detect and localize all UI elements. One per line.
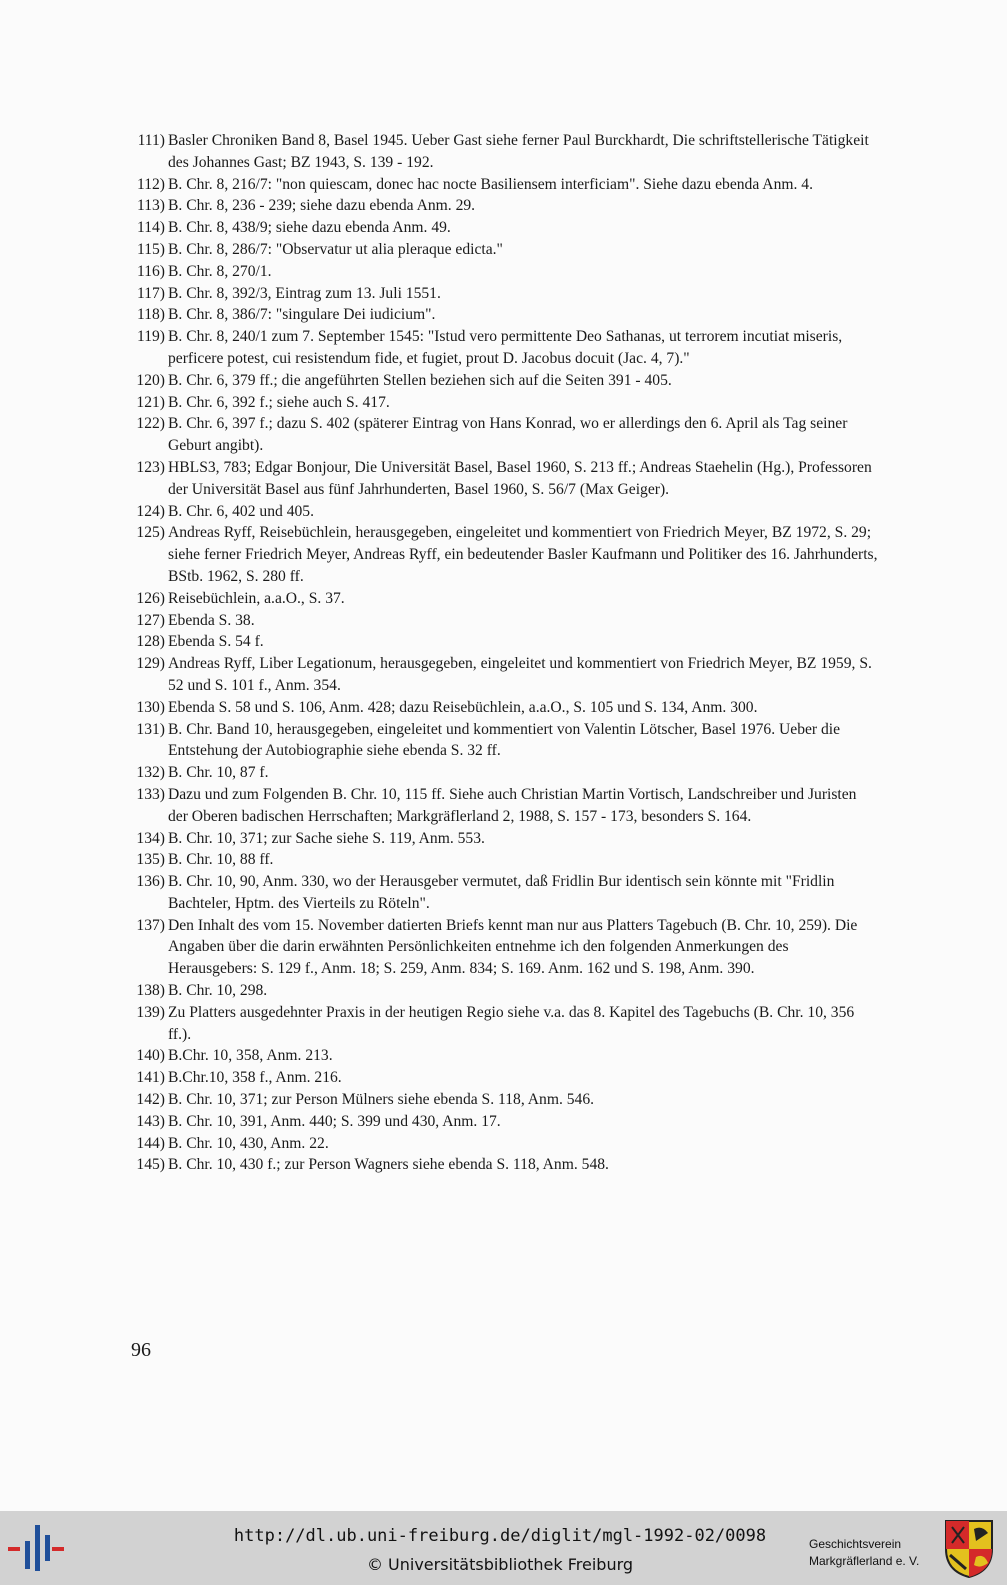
footnote-item (128, 217, 878, 239)
footnote-number: 113) (136, 197, 165, 215)
footnote-text: B. Chr. 10, 88 ff. (168, 851, 274, 869)
footnote-text: B. Chr. 10, 371; zur Sache siehe S. 119, Anm. 553. (168, 829, 485, 847)
footnote-item (128, 195, 878, 217)
footnote-text: B. Chr. 8, 270/1. (168, 262, 272, 280)
footnote-item (128, 653, 878, 697)
footnote-text: B. Chr. 8, 386/7: "singulare Dei iudicium". (168, 306, 436, 324)
footnote-number: 121) (136, 393, 165, 411)
footnote-text: Reisebüchlein, a.a.O., S. 37. (168, 589, 345, 607)
footnotes-list (128, 130, 878, 1176)
footnote-item (128, 1002, 878, 1046)
footnote-item (128, 1089, 878, 1111)
footnote-text: Andreas Ryff, Reisebüchlein, herausgegeben, eingeleitet und kommentiert von Friedrich Meyer, BZ 1972, S. 29; siehe ferner Friedrich Meyer, Andreas Ryff, ein bedeutender Basler Kaufmann und Politiker des 16. Jahrhunderts, BStb. 1962, S. 280 ff. (168, 524, 878, 585)
footnote-number: 129) (136, 655, 165, 673)
footnote-number: 134) (136, 829, 165, 847)
footnote-number: 128) (136, 633, 165, 651)
footnote-number: 140) (136, 1047, 165, 1065)
footnote-number: 112) (136, 175, 165, 193)
footnote-text: B. Chr. 8, 392/3, Eintrag zum 13. Juli 1551. (168, 284, 441, 302)
footnote-text: Ebenda S. 58 und S. 106, Anm. 428; dazu Reisebüchlein, a.a.O., S. 105 und S. 134, Anm. 300. (168, 698, 758, 716)
footnote-item (128, 1154, 878, 1176)
footnote-text: B. Chr. 10, 391, Anm. 440; S. 399 und 430, Anm. 17. (168, 1112, 501, 1130)
footer-bar (0, 1511, 1007, 1585)
footnote-text: B. Chr. 10, 87 f. (168, 764, 269, 782)
footnote-text: B.Chr. 10, 358, Anm. 213. (168, 1047, 333, 1065)
footnote-item (128, 261, 878, 283)
footnote-item (128, 828, 878, 850)
footnote-text: B. Chr. 8, 236 - 239; siehe dazu ebenda Anm. 29. (168, 197, 476, 215)
footnote-number: 123) (136, 458, 165, 476)
footnote-item (128, 1045, 878, 1067)
footnote-text: Den Inhalt des vom 15. November datierten Briefs kennt man nur aus Platters Tagebuch (B. Chr. 10, 259). Die Angaben über die darin erwähnten Persönlichkeiten entnehme ich den folgenden Anmerkungen des Herausgebers: S. 129 f., Anm. 18; S. 259, Anm. 834; S. 169. Anm. 162 und S. 198, Anm. 390. (168, 916, 858, 978)
footnote-text: B. Chr. Band 10, herausgegeben, eingeleitet und kommentiert von Valentin Lötscher, Basel 1976. Ueber die Entstehung der Autobiographie siehe ebenda S. 32 ff. (168, 720, 841, 760)
footnote-item (128, 239, 878, 261)
footnote-item (128, 762, 878, 784)
footnote-number: 124) (136, 502, 165, 520)
footnote-number: 136) (136, 873, 165, 891)
footnote-item (128, 501, 878, 523)
footnote-item (128, 392, 878, 414)
footnote-item (128, 980, 878, 1002)
footnote-number: 118) (136, 306, 165, 324)
footnote-number: 142) (136, 1091, 165, 1109)
footnote-text: Zu Platters ausgedehnter Praxis in der heutigen Regio siehe v.a. das 8. Kapitel des Tagebuchs (B. Chr. 10, 356 ff.). (168, 1003, 855, 1043)
footnote-text: B. Chr. 6, 397 f.; dazu S. 402 (späterer Eintrag von Hans Konrad, wo er allerdings den 6. April als Tag seiner Geburt angibt). (168, 415, 848, 455)
footnote-text: B. Chr. 8, 286/7: "Observatur ut alia pleraque edicta." (168, 240, 503, 258)
footnote-number: 116) (136, 262, 165, 280)
footnote-text: B. Chr. 10, 298. (168, 982, 268, 1000)
footnote-number: 132) (136, 764, 165, 782)
society-name-line1: Geschichtsverein (809, 1537, 902, 1551)
footnote-item (128, 457, 878, 501)
footnote-item (128, 370, 878, 392)
footnote-number: 114) (136, 219, 165, 237)
footnote-number: 119) (136, 328, 165, 346)
footnote-item (128, 522, 878, 587)
footnote-item (128, 588, 878, 610)
footnote-number: 117) (136, 284, 165, 302)
footnote-text: B. Chr. 8, 438/9; siehe dazu ebenda Anm. 49. (168, 219, 451, 237)
footnote-number: 125) (136, 524, 165, 542)
footnote-number: 144) (136, 1134, 165, 1152)
footnote-number: 141) (136, 1069, 165, 1087)
footnote-number: 111) (137, 132, 165, 149)
footer-copyright: © Universitätsbibliothek Freiburg (366, 1555, 634, 1574)
footnote-text: B. Chr. 6, 402 und 405. (168, 502, 314, 520)
footnote-text: Dazu und zum Folgenden B. Chr. 10, 115 ff. Siehe auch Christian Martin Vortisch, Landschreiber und Juristen der Oberen badischen Herrschaften; Markgräflerland 2, 1988, S. 157 - 173, besonders S. 164. (168, 785, 857, 825)
footnote-item (128, 849, 878, 871)
ub-freiburg-logo-icon[interactable] (8, 1525, 64, 1571)
footnote-text: Basler Chroniken Band 8, Basel 1945. Ueber Gast siehe ferner Paul Burckhardt, Die schriftstellerische Tätigkeit des Johannes Gast; BZ 1943, S. 139 - 192. (168, 132, 869, 171)
footnote-text: HBLS3, 783; Edgar Bonjour, Die Universität Basel, Basel 1960, S. 213 ff.; Andreas Staehelin (Hg.), Professoren der Universität Basel aus fünf Jahrhunderten, Basel 1960, S. 56/7 (Max Geiger). (168, 458, 872, 498)
page-number: 96 (131, 1339, 151, 1361)
footnote-number: 137) (136, 916, 165, 934)
footnote-item (128, 697, 878, 719)
footnote-number: 122) (136, 415, 165, 433)
footnote-number: 127) (136, 611, 165, 629)
footnote-item (128, 283, 878, 305)
footnote-item (128, 130, 878, 174)
footnote-item (128, 174, 878, 196)
footnote-number: 131) (136, 720, 165, 738)
footnote-number: 115) (136, 240, 165, 258)
footnote-text: B. Chr. 8, 216/7: "non quiescam, donec hac nocte Basiliensem interficiam". Siehe dazu ebenda Anm. 4. (168, 175, 813, 193)
footnote-item (128, 631, 878, 653)
footnote-item (128, 1133, 878, 1155)
footnote-text: B. Chr. 10, 90, Anm. 330, wo der Herausgeber vermutet, daß Fridlin Bur identisch sein könnte mit "Fridlin Bachteler, Hptm. des Vierteils zu Röteln". (168, 873, 835, 912)
footer-url-link[interactable]: http://dl.ub.uni-freiburg.de/diglit/mgl-1992-02/0098 (233, 1526, 767, 1546)
footnote-text: B. Chr. 6, 392 f.; siehe auch S. 417. (168, 393, 390, 411)
coat-of-arms-icon (944, 1519, 994, 1579)
footnote-item (128, 413, 878, 457)
footnote-text: B. Chr. 10, 430, Anm. 22. (168, 1134, 329, 1152)
footnote-text: B.Chr.10, 358 f., Anm. 216. (168, 1069, 342, 1087)
footnote-text: B. Chr. 6, 379 ff.; die angeführten Stellen beziehen sich auf die Seiten 391 - 405. (168, 371, 672, 389)
footnote-number: 133) (136, 785, 165, 803)
footnote-number: 130) (136, 698, 165, 716)
footnote-item (128, 304, 878, 326)
footnote-number: 120) (136, 371, 165, 389)
footnote-text: B. Chr. 10, 430 f.; zur Person Wagners siehe ebenda S. 118, Anm. 548. (168, 1156, 609, 1174)
footnote-number: 139) (136, 1003, 165, 1021)
footnote-item (128, 610, 878, 632)
footnote-number: 126) (136, 589, 165, 607)
footnote-text: B. Chr. 10, 371; zur Person Mülners siehe ebenda S. 118, Anm. 546. (168, 1091, 595, 1109)
society-name-line2: Markgräflerland e. V. (809, 1554, 920, 1568)
footnote-text: Ebenda S. 54 f. (168, 633, 264, 651)
footnote-item (128, 1067, 878, 1089)
footnote-text: Andreas Ryff, Liber Legationum, herausgegeben, eingeleitet und kommentiert von Friedrich Meyer, BZ 1959, S. 52 und S. 101 f., Anm. 354. (168, 655, 872, 694)
footnote-number: 135) (136, 851, 165, 869)
footnote-item (128, 871, 878, 915)
footnote-item (128, 784, 878, 828)
footnote-text: Ebenda S. 38. (168, 611, 255, 629)
footnote-number: 138) (136, 982, 165, 1000)
footnote-item (128, 326, 878, 370)
footnote-item (128, 719, 878, 763)
footnote-number: 145) (136, 1156, 165, 1174)
footnote-item (128, 915, 878, 980)
footnote-number: 143) (136, 1112, 165, 1130)
footnote-text: B. Chr. 8, 240/1 zum 7. September 1545: "Istud vero permittente Deo Sathanas, ut terrorem incutiat miseris, perficere potest, cui resistendum fide, et fugiet, prout D. Jacobus docuit (Jac. 4, 7)." (168, 328, 843, 367)
society-name (809, 1536, 919, 1570)
footnote-item (128, 1111, 878, 1133)
